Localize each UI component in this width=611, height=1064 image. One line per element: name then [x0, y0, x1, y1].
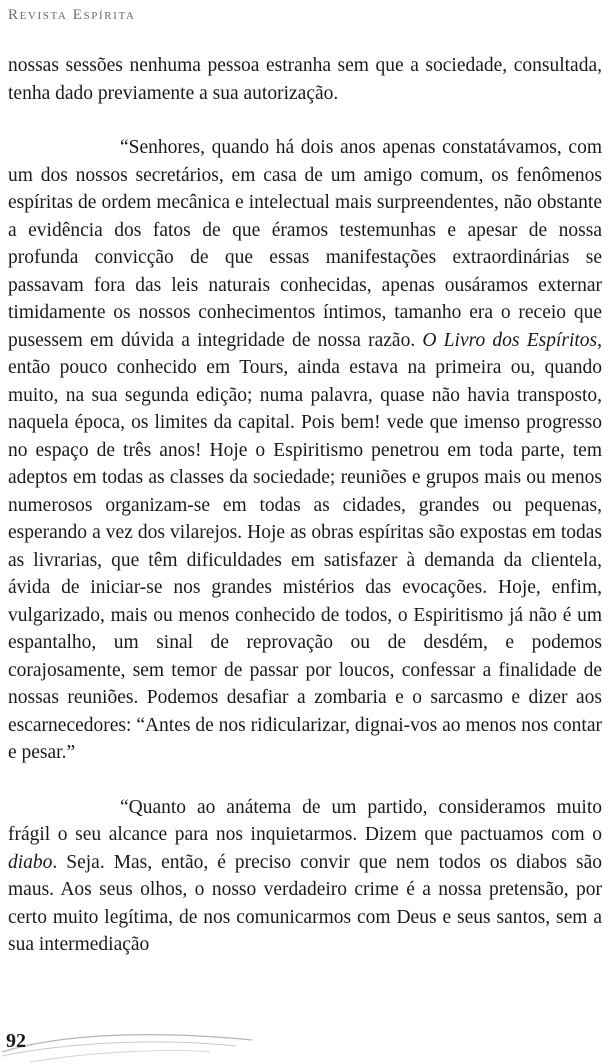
text-run: “Quanto ao anátema de um partido, consideramos muito frágil o seu alcance para nos inquietarmos. Dizem que pactuamos com o	[8, 796, 602, 845]
paragraph	[8, 134, 602, 767]
page-number: 92	[6, 1030, 26, 1052]
swoosh-ornament	[0, 1022, 260, 1064]
italic-run: diabo	[8, 851, 53, 873]
running-header: Revista Espírita	[8, 7, 136, 23]
paragraph	[8, 52, 602, 107]
italic-run: O Livro dos Espíritos	[422, 329, 598, 351]
page-footer	[0, 1022, 611, 1064]
page-body	[8, 52, 602, 959]
paragraph	[8, 794, 602, 959]
text-run: nossas sessões nenhuma pessoa estranha sem que a sociedade, consultada, tenha dado previamente a sua autorização.	[8, 55, 602, 104]
text-run: , então pouco conhecido em Tours, ainda estava na primeira ou, quando muito, na sua segunda edição; numa palavra, quase não havia transposto, naquela época, os limites da capital. Pois bem! vede que imenso progresso no espaço de três anos! Hoje o Espiritismo penetrou em toda parte, tem adeptos em todas as classes da sociedade; reuniões e grupos mais ou menos numerosos organizam-se em todas as cidades, grandes ou pequenas, esperando a vez dos vilarejos. Hoje as obras espíritas são expostas em todas as livrarias, que têm dificuldades em satisfazer à demanda da clientela, ávida de iniciar-se nos grandes mistérios das evocações. Hoje, enfim, vulgarizado, mais ou menos conhecido de todos, o Espiritismo já não é um espantalho, um sinal de reprovação ou de desdém, e podemos corajosamente, sem temor de passar por loucos, confessar a finalidade de nossas reuniões. Podemos desafiar a zombaria e o sarcasmo e dizer aos escarnecedores: “Antes de nos ridicularizar, dignai-vos ao menos nos contar e pesar.”	[8, 329, 603, 763]
text-run: . Seja. Mas, então, é preciso convir que nem todos os diabos são maus. Aos seus olhos, o nosso verdadeiro crime é a nossa pretensão, por certo muito legítima, de nos comunicarmos com Deus e seus santos, sem a sua intermediação	[8, 851, 602, 955]
text-run: “Senhores, quando há dois anos apenas constatávamos, com um dos nossos secretários, em casa de um amigo comum, os fenômenos espíritas de ordem mecânica e intelectual mais surpreendentes, não obstante a evidência dos fatos de que éramos testemunhas e apesar de nossa profunda convicção de que essas manifestações extraordinárias se passavam fora das leis naturais conhecidas, apenas ousáramos externar timidamente os nossos conhecimentos íntimos, tamanho era o receio que pusessem em dúvida a integridade de nossa razão.	[8, 137, 602, 351]
